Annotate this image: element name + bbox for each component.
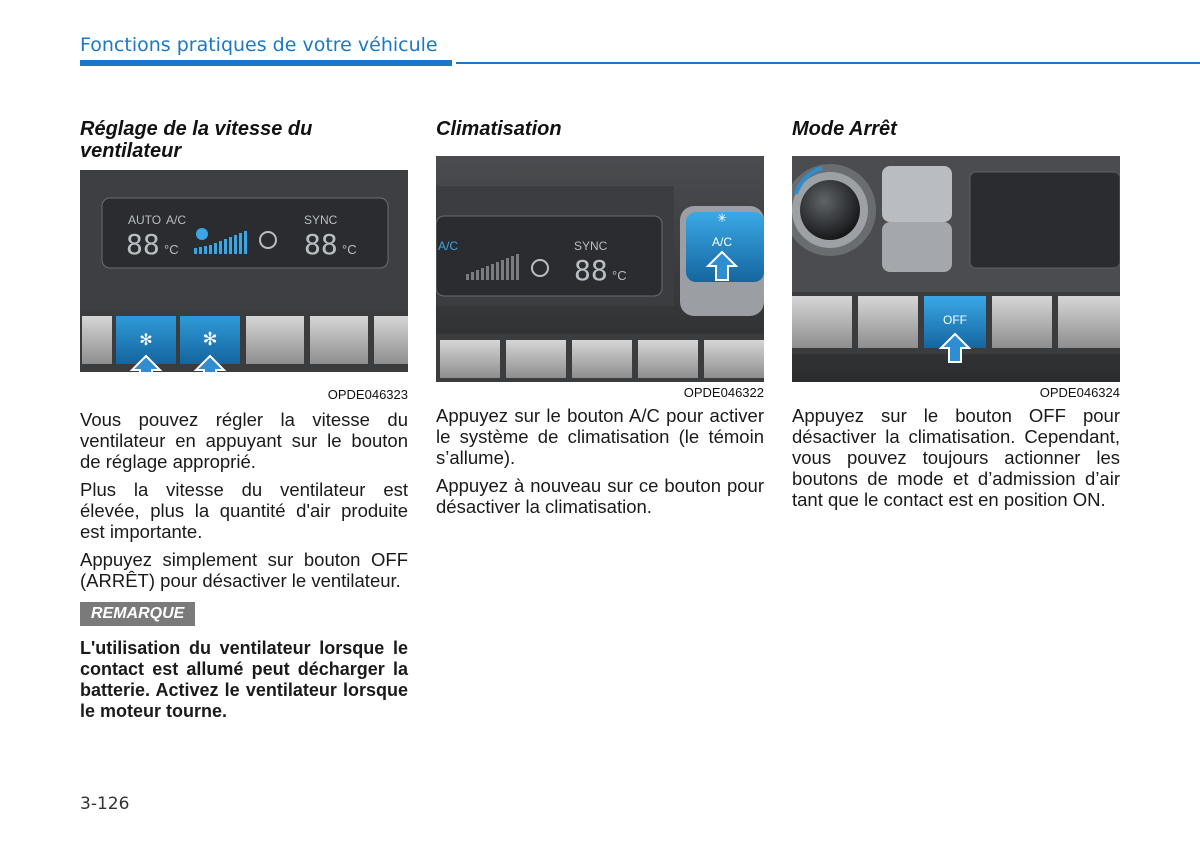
- figure-off-mode: [792, 156, 1120, 401]
- fan-icon: [196, 228, 208, 240]
- column-off-mode: [792, 118, 1120, 517]
- display-right-unit: °C: [612, 268, 627, 283]
- column-air-conditioning: [436, 118, 764, 524]
- page-number: 3-126: [80, 794, 130, 814]
- display-auto-label: AUTO: [128, 213, 162, 227]
- figure-air-conditioning: [436, 156, 764, 401]
- column-fan-speed: [80, 118, 408, 722]
- header-rule-thick: [80, 60, 452, 66]
- section-heading-air-conditioning: Climatisation: [436, 118, 562, 140]
- ac-button-label: A/C: [711, 235, 733, 249]
- paragraph: Appuyez simplement sur bouton OFF (ARRÊT) pour désactiver le ventilateur.: [80, 549, 408, 591]
- display-sync-label: SYNC: [574, 239, 608, 253]
- display-ac-label: A/C: [438, 239, 459, 253]
- snowflake-icon: ✳: [716, 211, 728, 225]
- fan-icon: ✻: [202, 329, 218, 349]
- paragraph: Appuyez sur le bouton A/C pour activer le système de climatisation (le témoin s’allume).: [436, 405, 764, 468]
- display-sync-label: SYNC: [304, 213, 338, 227]
- figure-caption: OPDE046323: [327, 387, 408, 402]
- ac-panel-illustration: [436, 156, 764, 396]
- figure-caption: OPDE046324: [1039, 385, 1120, 400]
- figure-caption: OPDE046322: [683, 385, 764, 400]
- header-rule-thin: [456, 62, 1200, 64]
- paragraph: Appuyez à nouveau sur ce bouton pour désactiver la climatisation.: [436, 475, 764, 517]
- section-heading-off-mode: Mode Arrêt: [792, 118, 897, 140]
- display-right-temp: 88: [304, 228, 338, 261]
- off-button-label: OFF: [943, 313, 967, 327]
- section-heading-fan-speed: Réglage de la vitesse du ventilateur: [80, 118, 313, 162]
- fan-panel-illustration: [80, 170, 408, 402]
- note-text: L'utilisation du ventilateur lorsque le contact est allumé peut décharger la batterie. Activez le ventilateur lorsque le moteur tourne.: [80, 638, 408, 721]
- display-left-temp: 88: [126, 228, 160, 261]
- off-panel-illustration: [792, 156, 1120, 396]
- temperature-knob: [800, 180, 860, 240]
- paragraph: Plus la vitesse du ventilateur est élevée, plus la quantité d'air produite est importante.: [80, 479, 408, 542]
- paragraph: Vous pouvez régler la vitesse du ventilateur en appuyant sur le bouton de réglage approprié.: [80, 409, 408, 472]
- display-right-temp: 88: [574, 254, 608, 287]
- fan-icon: ✻: [139, 332, 153, 349]
- figure-fan-speed: [80, 170, 408, 403]
- display-right-unit: °C: [342, 242, 357, 257]
- display-left-unit: °C: [164, 242, 179, 257]
- display-ac-label: A/C: [166, 213, 187, 227]
- paragraph: Appuyez sur le bouton OFF pour désactiver la climatisation. Cependant, vous pouvez toujours actionner les boutons de mode et d’admission d’air tant que le contact est en position ON.: [792, 405, 1120, 510]
- running-header: Fonctions pratiques de votre véhicule: [80, 34, 438, 56]
- note-badge: REMARQUE: [80, 602, 195, 626]
